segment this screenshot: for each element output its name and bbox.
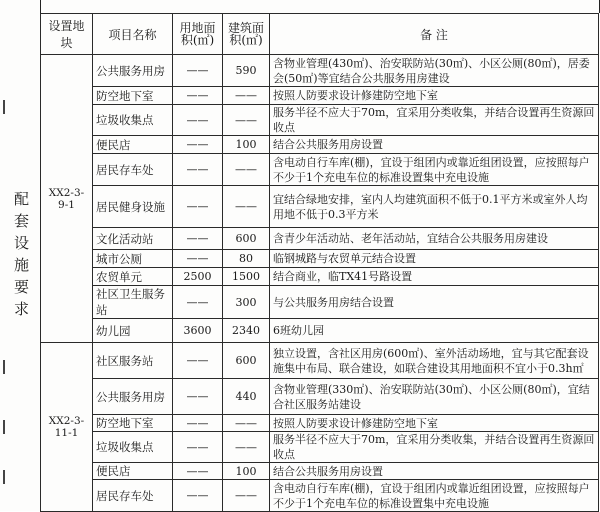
edge-mark xyxy=(3,100,5,114)
build-area-cell: 590 xyxy=(223,55,270,87)
land-area-cell: —— xyxy=(173,415,223,432)
item-name: 公共服务用房 xyxy=(93,55,173,87)
land-area-cell: —— xyxy=(173,480,223,512)
note-cell: 服务半径不应大于70m，宜采用分类收集，并结合设置再生资源回收点 xyxy=(270,432,599,463)
side-char: 设 xyxy=(14,234,30,252)
land-area-cell: 3600 xyxy=(173,319,223,343)
edge-mark xyxy=(3,470,5,484)
build-area-cell: —— xyxy=(223,105,270,136)
table-row xyxy=(41,432,599,463)
note-cell: 按照人防要求设计修建防空地下室 xyxy=(270,415,599,432)
land-area-cell: —— xyxy=(173,343,223,379)
note-cell: 独立设置，含社区用房(600㎡)、室外活动场地，宜与其它配套设施集中布局、联合建设，如联合建设其用地面积不宜小于0.3h㎡ xyxy=(270,343,599,379)
note-cell: 临钢城路与农贸单元结合设置 xyxy=(270,250,599,268)
table-row xyxy=(41,286,599,319)
note-cell: 含电动自行车库(棚)，宜设于组团内或靠近组团设置，应按照每户不少于1个充电车位的标准设置集中充电设施 xyxy=(270,480,599,512)
side-char: 要 xyxy=(14,278,30,296)
facilities-table xyxy=(40,13,599,512)
header-note: 备 注 xyxy=(270,14,599,55)
item-name: 农贸单元 xyxy=(93,268,173,286)
header-site: 设置地块 xyxy=(41,14,93,55)
build-area-cell: 100 xyxy=(223,136,270,154)
item-name: 公共服务用房 xyxy=(93,379,173,415)
note-cell: 6班幼儿园 xyxy=(270,319,599,343)
build-area-cell: 440 xyxy=(223,379,270,415)
build-area-cell: —— xyxy=(223,87,270,105)
table-row xyxy=(41,105,599,136)
note-cell: 含物业管理(430㎡)、治安联防站(30㎡)、小区公厕(80㎡)，居委会(50㎡)等宜结合公共服务用房建设 xyxy=(270,55,599,87)
build-area-cell: —— xyxy=(223,432,270,463)
table-row xyxy=(41,154,599,186)
top-strip xyxy=(40,0,600,13)
edge-mark xyxy=(3,420,5,434)
land-area-cell: —— xyxy=(173,250,223,268)
item-name: 防空地下室 xyxy=(93,87,173,105)
land-area-cell: —— xyxy=(173,286,223,319)
build-area-cell: —— xyxy=(223,154,270,186)
item-name: 垃圾收集点 xyxy=(93,105,173,136)
land-area-cell: —— xyxy=(173,463,223,480)
build-area-cell: —— xyxy=(223,186,270,228)
note-cell: 结合商业，临TX41号路设置 xyxy=(270,268,599,286)
note-cell: 结合公共服务用房设置 xyxy=(270,463,599,480)
item-name: 便民店 xyxy=(93,463,173,480)
build-area-cell: 1500 xyxy=(223,268,270,286)
land-area-cell: —— xyxy=(173,87,223,105)
land-area-cell: —— xyxy=(173,154,223,186)
table-header-row xyxy=(41,14,599,55)
note-cell: 服务半径不应大于70m，宜采用分类收集，并结合设置再生资源回收点 xyxy=(270,105,599,136)
build-area-cell: 600 xyxy=(223,343,270,379)
header-name: 项目名称 xyxy=(93,14,173,55)
note-cell: 含电动自行车库(棚)，宜设于组团内或靠近组团设置，应按照每户不少于1个充电车位的标准设置集中充电设施 xyxy=(270,154,599,186)
table-row xyxy=(41,55,599,87)
build-area-cell: —— xyxy=(223,480,270,512)
note-cell: 含青少年活动站、老年活动站，宜结合公共服务用房建设 xyxy=(270,228,599,250)
side-char: 施 xyxy=(14,256,30,274)
land-area-cell: —— xyxy=(173,186,223,228)
table-row xyxy=(41,186,599,228)
item-name: 幼儿园 xyxy=(93,319,173,343)
side-char: 求 xyxy=(14,300,30,318)
side-char: 配 xyxy=(14,190,30,208)
item-name: 城市公厕 xyxy=(93,250,173,268)
build-area-cell: 2340 xyxy=(223,319,270,343)
item-name: 便民店 xyxy=(93,136,173,154)
note-cell: 按照人防要求设计修建防空地下室 xyxy=(270,87,599,105)
table-row xyxy=(41,268,599,286)
edge-mark xyxy=(3,360,5,374)
land-area-cell: —— xyxy=(173,228,223,250)
side-label xyxy=(0,0,40,511)
build-area-cell: 600 xyxy=(223,228,270,250)
item-name: 居民健身设施 xyxy=(93,186,173,228)
site-cell: XX2-3-9-1 xyxy=(41,55,93,343)
item-name: 居民存车处 xyxy=(93,480,173,512)
note-cell: 结合公共服务用房设置 xyxy=(270,136,599,154)
header-land-area: 用地面积(㎡) xyxy=(173,14,223,55)
land-area-cell: —— xyxy=(173,432,223,463)
note-cell: 含物业管理(330㎡)、治安联防站(30㎡)、小区公厕(80㎡)，宜结合社区服务站建设 xyxy=(270,379,599,415)
land-area-cell: —— xyxy=(173,379,223,415)
item-name: 社区卫生服务站 xyxy=(93,286,173,319)
table-row xyxy=(41,415,599,432)
table-row xyxy=(41,228,599,250)
land-area-cell: —— xyxy=(173,136,223,154)
table-row xyxy=(41,379,599,415)
build-area-cell: 80 xyxy=(223,250,270,268)
table-row xyxy=(41,319,599,343)
land-area-cell: 2500 xyxy=(173,268,223,286)
header-build-area: 建筑面积(㎡) xyxy=(223,14,270,55)
site-cell: XX2-3-11-1 xyxy=(41,343,93,512)
table-row xyxy=(41,87,599,105)
table-row xyxy=(41,480,599,512)
build-area-cell: —— xyxy=(223,415,270,432)
build-area-cell: 300 xyxy=(223,286,270,319)
item-name: 垃圾收集点 xyxy=(93,432,173,463)
item-name: 居民存车处 xyxy=(93,154,173,186)
item-name: 社区服务站 xyxy=(93,343,173,379)
table-row xyxy=(41,343,599,379)
item-name: 防空地下室 xyxy=(93,415,173,432)
table-row xyxy=(41,136,599,154)
item-name: 文化活动站 xyxy=(93,228,173,250)
build-area-cell: 100 xyxy=(223,463,270,480)
table-row xyxy=(41,463,599,480)
table-row xyxy=(41,250,599,268)
land-area-cell: —— xyxy=(173,55,223,87)
side-char: 套 xyxy=(14,212,30,230)
note-cell: 与公共服务用房结合设置 xyxy=(270,286,599,319)
land-area-cell: —— xyxy=(173,105,223,136)
note-cell: 宜结合绿地安排，室内人均建筑面积不低于0.1平方米或室外人均用地不低于0.3平方米 xyxy=(270,186,599,228)
